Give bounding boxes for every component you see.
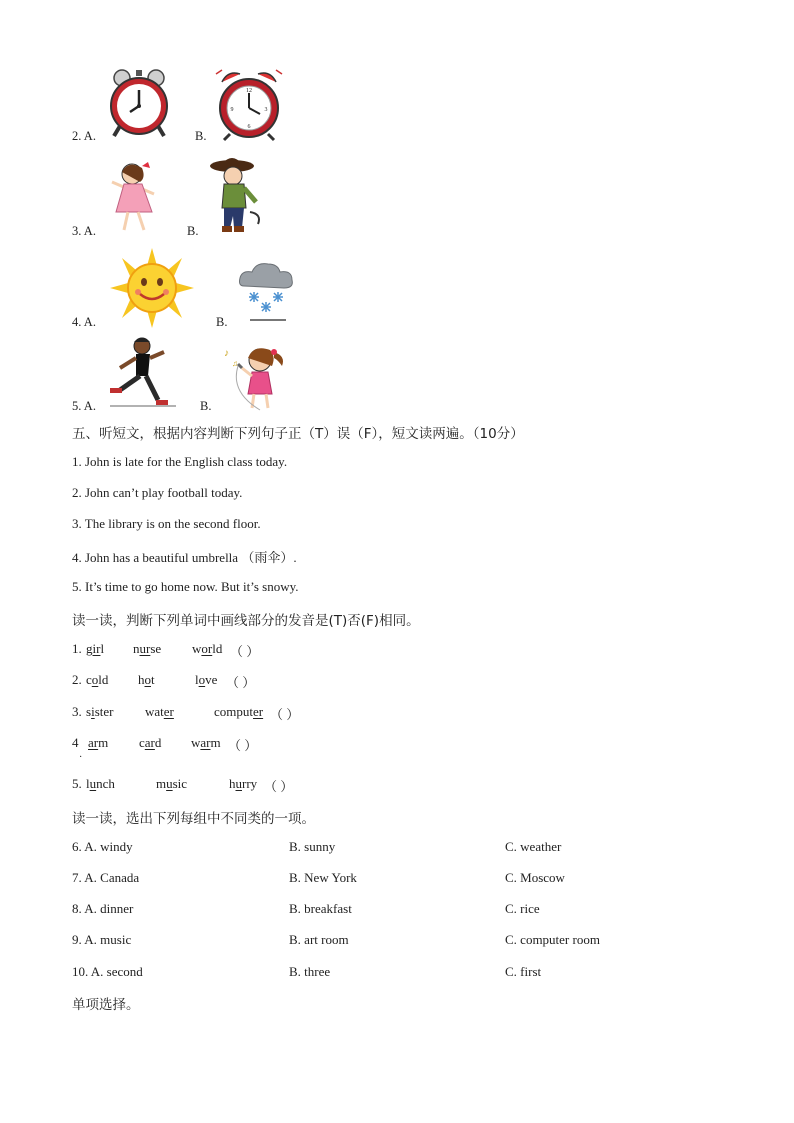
phonics-word: arm xyxy=(88,735,109,750)
answer-paren[interactable]: （ ） xyxy=(228,738,258,753)
svg-text:6: 6 xyxy=(247,124,251,130)
option-a[interactable]: 8. A. dinner xyxy=(72,901,134,916)
option-a[interactable]: 9. A. music xyxy=(72,932,132,947)
option-b[interactable]: B. three xyxy=(289,964,331,979)
option-b[interactable]: B. sunny xyxy=(289,839,336,854)
svg-text:9: 9 xyxy=(230,107,234,113)
q4-label-a: 4. A. xyxy=(72,315,96,329)
option-c[interactable]: C. rice xyxy=(505,901,540,916)
option-c[interactable]: C. computer room xyxy=(505,932,600,947)
question-number: 4 xyxy=(72,735,79,750)
answer-paren[interactable]: （ ） xyxy=(270,707,300,722)
phonics-word: computer xyxy=(214,704,264,719)
phonics-word: lunch xyxy=(86,776,115,791)
phonics-word: girl xyxy=(86,641,105,656)
phonics-word: nurse xyxy=(133,641,162,656)
alarm-clock-icon xyxy=(106,68,172,138)
snow-cloud-icon xyxy=(236,260,296,324)
cowboy-boy-icon xyxy=(206,154,266,236)
section-title: 读一读，判断下列单词中画线部分的发音是(T)否(F)相同。 xyxy=(72,613,420,629)
answer-paren[interactable]: （ ） xyxy=(230,644,260,659)
option-a[interactable]: 7. A. Canada xyxy=(72,870,140,885)
phonics-word: water xyxy=(145,704,174,719)
q3-label-a: 3. A. xyxy=(72,224,96,238)
statement-item: 4. John has a beautiful umbrella （雨伞）. xyxy=(72,550,297,565)
phonics-word: hurry xyxy=(229,776,258,791)
statement-item: 1. John is late for the English class today. xyxy=(72,454,288,469)
svg-text:♪: ♪ xyxy=(224,348,229,359)
phonics-word: warm xyxy=(191,735,221,750)
statement-item: 3. The library is on the second floor. xyxy=(72,516,261,531)
q4-label-b: B. xyxy=(216,315,228,329)
option-c[interactable]: C. Moscow xyxy=(505,870,565,885)
phonics-word: cold xyxy=(86,672,109,687)
phonics-word: music xyxy=(156,776,188,791)
running-boy-icon xyxy=(106,334,178,408)
phonics-word: world xyxy=(192,641,223,656)
singing-girl-icon xyxy=(220,342,294,412)
section-title: 五、听短文，根据内容判断下列句子正（T）误（F），短文读两遍。（10分） xyxy=(72,426,524,442)
alarm-clock-icon xyxy=(214,68,284,140)
answer-paren[interactable]: （ ） xyxy=(226,675,256,690)
dancing-girl-icon xyxy=(108,160,162,234)
option-a[interactable]: 6. A. windy xyxy=(72,839,133,854)
answer-paren[interactable]: （ ） xyxy=(264,779,294,794)
q2-label-b: B. xyxy=(195,129,207,143)
svg-text:♫: ♫ xyxy=(232,359,238,368)
svg-text:3: 3 xyxy=(264,107,268,113)
svg-text:12: 12 xyxy=(246,88,252,94)
smiling-sun-icon xyxy=(110,248,194,328)
question-number: 1. xyxy=(72,641,82,656)
option-b[interactable]: B. art room xyxy=(289,932,349,947)
phonics-word: love xyxy=(195,672,218,687)
q5-label-b: B. xyxy=(200,399,212,413)
statement-item: 5. It’s time to go home now. But it’s snowy. xyxy=(72,579,299,594)
phonics-word: hot xyxy=(138,672,155,687)
phonics-word: card xyxy=(139,735,162,750)
section-title: 单项选择。 xyxy=(72,997,140,1013)
q3-label-b: B. xyxy=(187,224,199,238)
question-number: 3. xyxy=(72,704,82,719)
option-b[interactable]: B. New York xyxy=(289,870,357,885)
question-number: 2. xyxy=(72,672,82,687)
option-a[interactable]: 10. A. second xyxy=(72,964,143,979)
option-c[interactable]: C. first xyxy=(505,964,542,979)
question-number: 5. xyxy=(72,776,82,791)
option-c[interactable]: C. weather xyxy=(505,839,562,854)
q2-label-a: 2. A. xyxy=(72,129,96,143)
statement-item: 2. John can’t play football today. xyxy=(72,485,243,500)
q5-label-a: 5. A. xyxy=(72,399,96,413)
phonics-word: sister xyxy=(86,704,114,719)
section-title: 读一读，选出下列每组中不同类的一项。 xyxy=(72,811,315,827)
stray-dot: · xyxy=(79,752,83,763)
option-b[interactable]: B. breakfast xyxy=(289,901,352,916)
